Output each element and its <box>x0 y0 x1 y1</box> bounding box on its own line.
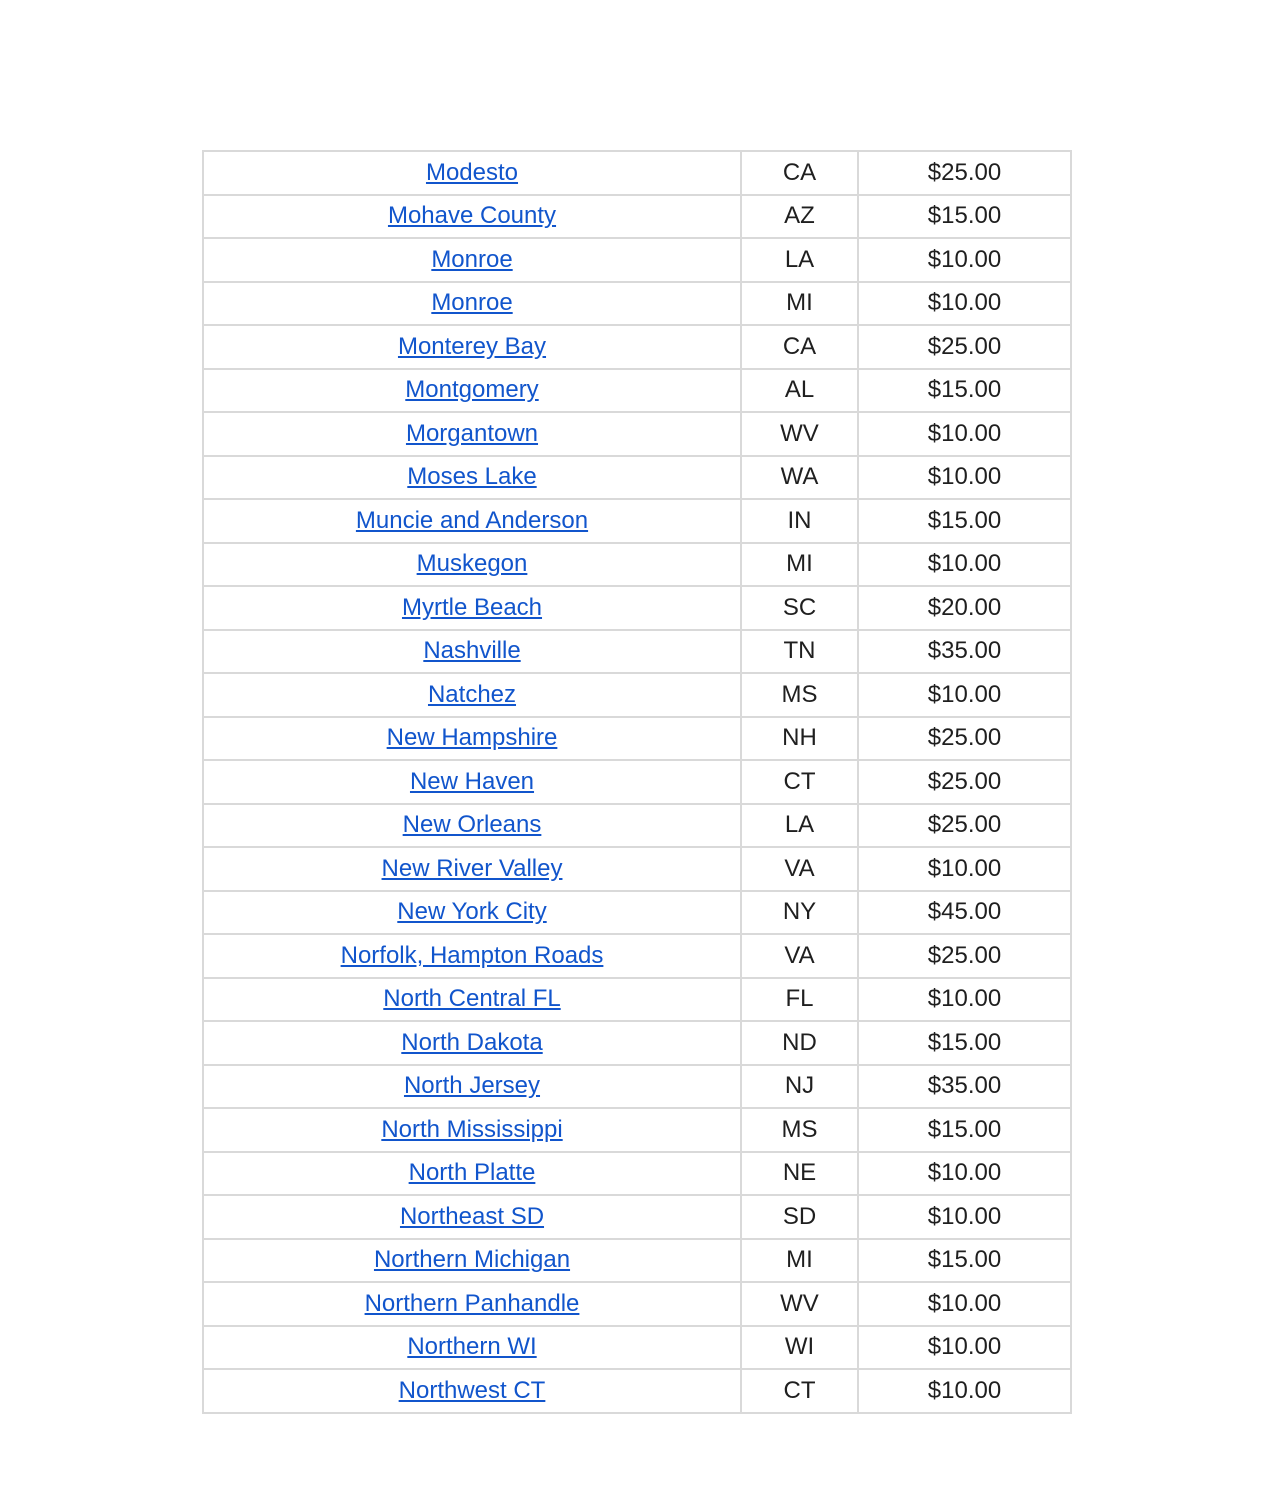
table-row <box>203 673 1071 717</box>
city-cell <box>203 456 741 500</box>
city-link[interactable]: North Dakota <box>401 1028 543 1056</box>
price-cell: $20.00 <box>858 586 1071 630</box>
price-cell: $10.00 <box>858 1326 1071 1370</box>
table-row <box>203 891 1071 935</box>
price-cell: $10.00 <box>858 673 1071 717</box>
city-cell <box>203 1108 741 1152</box>
price-cell: $10.00 <box>858 978 1071 1022</box>
price-cell: $10.00 <box>858 1369 1071 1413</box>
table-row <box>203 1326 1071 1370</box>
city-link[interactable]: North Platte <box>408 1159 536 1187</box>
city-cell <box>203 195 741 239</box>
city-link[interactable]: Mohave County <box>387 202 557 230</box>
city-cell <box>203 282 741 326</box>
state-cell: NE <box>741 1152 858 1196</box>
state-cell: SD <box>741 1195 858 1239</box>
city-cell <box>203 891 741 935</box>
city-link[interactable]: Norfolk, Hampton Roads <box>340 941 604 969</box>
price-cell: $15.00 <box>858 195 1071 239</box>
table-row <box>203 325 1071 369</box>
table-row <box>203 978 1071 1022</box>
table-row <box>203 412 1071 456</box>
table-row <box>203 630 1071 674</box>
listing-table-body <box>203 151 1071 1413</box>
price-cell: $15.00 <box>858 1239 1071 1283</box>
price-cell: $35.00 <box>858 1065 1071 1109</box>
price-cell: $45.00 <box>858 891 1071 935</box>
price-cell: $15.00 <box>858 1108 1071 1152</box>
state-cell: WA <box>741 456 858 500</box>
state-cell: MS <box>741 673 858 717</box>
state-cell: MI <box>741 1239 858 1283</box>
listing-table <box>202 150 1072 1414</box>
price-cell: $10.00 <box>858 238 1071 282</box>
price-cell: $15.00 <box>858 1021 1071 1065</box>
city-cell <box>203 151 741 195</box>
city-link[interactable]: Northern Panhandle <box>364 1289 580 1317</box>
city-link[interactable]: North Mississippi <box>381 1115 563 1143</box>
price-cell: $10.00 <box>858 1152 1071 1196</box>
price-cell: $10.00 <box>858 1282 1071 1326</box>
state-cell: WV <box>741 1282 858 1326</box>
table-row <box>203 195 1071 239</box>
city-cell <box>203 412 741 456</box>
state-cell: SC <box>741 586 858 630</box>
city-link[interactable]: Modesto <box>425 158 519 186</box>
state-cell: AZ <box>741 195 858 239</box>
table-row <box>203 1152 1071 1196</box>
city-cell <box>203 238 741 282</box>
listing-table-container <box>202 150 1070 1414</box>
table-row <box>203 1195 1071 1239</box>
city-link[interactable]: Muncie and Anderson <box>355 506 589 534</box>
city-cell <box>203 586 741 630</box>
price-cell: $35.00 <box>858 630 1071 674</box>
table-row <box>203 1108 1071 1152</box>
city-cell <box>203 1369 741 1413</box>
table-row <box>203 1369 1071 1413</box>
city-link[interactable]: Monroe <box>431 245 513 273</box>
city-link[interactable]: Northeast SD <box>399 1202 545 1230</box>
city-cell <box>203 847 741 891</box>
state-cell: WI <box>741 1326 858 1370</box>
city-cell <box>203 1065 741 1109</box>
price-cell: $25.00 <box>858 717 1071 761</box>
table-row <box>203 1021 1071 1065</box>
city-cell <box>203 1195 741 1239</box>
price-cell: $10.00 <box>858 543 1071 587</box>
state-cell: TN <box>741 630 858 674</box>
city-cell <box>203 1021 741 1065</box>
city-cell <box>203 1282 741 1326</box>
price-cell: $25.00 <box>858 804 1071 848</box>
city-link[interactable]: Monterey Bay <box>397 332 547 360</box>
city-cell <box>203 369 741 413</box>
city-link[interactable]: Northern WI <box>407 1333 537 1361</box>
state-cell: VA <box>741 847 858 891</box>
price-cell: $25.00 <box>858 325 1071 369</box>
table-row <box>203 151 1071 195</box>
city-cell <box>203 630 741 674</box>
state-cell: ND <box>741 1021 858 1065</box>
table-row <box>203 847 1071 891</box>
table-row <box>203 586 1071 630</box>
price-cell: $10.00 <box>858 456 1071 500</box>
state-cell: IN <box>741 499 858 543</box>
state-cell: VA <box>741 934 858 978</box>
city-cell <box>203 1239 741 1283</box>
price-cell: $25.00 <box>858 151 1071 195</box>
table-row <box>203 717 1071 761</box>
city-cell <box>203 543 741 587</box>
table-row <box>203 456 1071 500</box>
city-cell <box>203 673 741 717</box>
state-cell: FL <box>741 978 858 1022</box>
table-row <box>203 238 1071 282</box>
city-link[interactable]: Morgantown <box>405 419 539 447</box>
city-cell <box>203 1326 741 1370</box>
city-link[interactable]: Montgomery <box>405 376 539 404</box>
city-link[interactable]: Northern Michigan <box>373 1246 571 1274</box>
state-cell: MI <box>741 543 858 587</box>
city-link[interactable]: Monroe <box>431 289 513 317</box>
city-cell <box>203 325 741 369</box>
state-cell: NH <box>741 717 858 761</box>
table-row <box>203 1282 1071 1326</box>
city-cell <box>203 760 741 804</box>
city-link[interactable]: New York City <box>397 898 547 926</box>
state-cell: CT <box>741 760 858 804</box>
state-cell: WV <box>741 412 858 456</box>
state-cell: LA <box>741 238 858 282</box>
state-cell: MS <box>741 1108 858 1152</box>
city-link[interactable]: New River Valley <box>381 854 563 882</box>
city-link[interactable]: Nashville <box>423 637 521 665</box>
table-row <box>203 1239 1071 1283</box>
city-cell <box>203 804 741 848</box>
state-cell: AL <box>741 369 858 413</box>
table-row <box>203 369 1071 413</box>
price-cell: $15.00 <box>858 369 1071 413</box>
city-link[interactable]: Northwest CT <box>398 1376 546 1404</box>
price-cell: $10.00 <box>858 282 1071 326</box>
price-cell: $15.00 <box>858 499 1071 543</box>
price-cell: $10.00 <box>858 847 1071 891</box>
city-cell <box>203 717 741 761</box>
table-row <box>203 543 1071 587</box>
table-row <box>203 499 1071 543</box>
table-row <box>203 934 1071 978</box>
state-cell: NJ <box>741 1065 858 1109</box>
state-cell: CA <box>741 325 858 369</box>
price-cell: $25.00 <box>858 934 1071 978</box>
price-cell: $25.00 <box>858 760 1071 804</box>
city-link[interactable]: Natchez <box>427 680 517 708</box>
state-cell: MI <box>741 282 858 326</box>
city-link[interactable]: Muskegon <box>416 550 528 578</box>
city-cell <box>203 934 741 978</box>
table-row <box>203 804 1071 848</box>
city-link[interactable]: Myrtle Beach <box>401 593 543 621</box>
city-link[interactable]: New Orleans <box>402 811 542 839</box>
price-cell: $10.00 <box>858 1195 1071 1239</box>
city-cell <box>203 978 741 1022</box>
table-row <box>203 282 1071 326</box>
city-link[interactable]: New Hampshire <box>386 724 558 752</box>
state-cell: NY <box>741 891 858 935</box>
city-cell <box>203 499 741 543</box>
table-row <box>203 760 1071 804</box>
state-cell: CA <box>741 151 858 195</box>
table-row <box>203 1065 1071 1109</box>
price-cell: $10.00 <box>858 412 1071 456</box>
state-cell: LA <box>741 804 858 848</box>
city-link[interactable]: North Jersey <box>403 1072 541 1100</box>
city-link[interactable]: New Haven <box>409 767 535 795</box>
city-link[interactable]: Moses Lake <box>407 463 537 491</box>
city-link[interactable]: North Central FL <box>383 985 561 1013</box>
city-cell <box>203 1152 741 1196</box>
state-cell: CT <box>741 1369 858 1413</box>
